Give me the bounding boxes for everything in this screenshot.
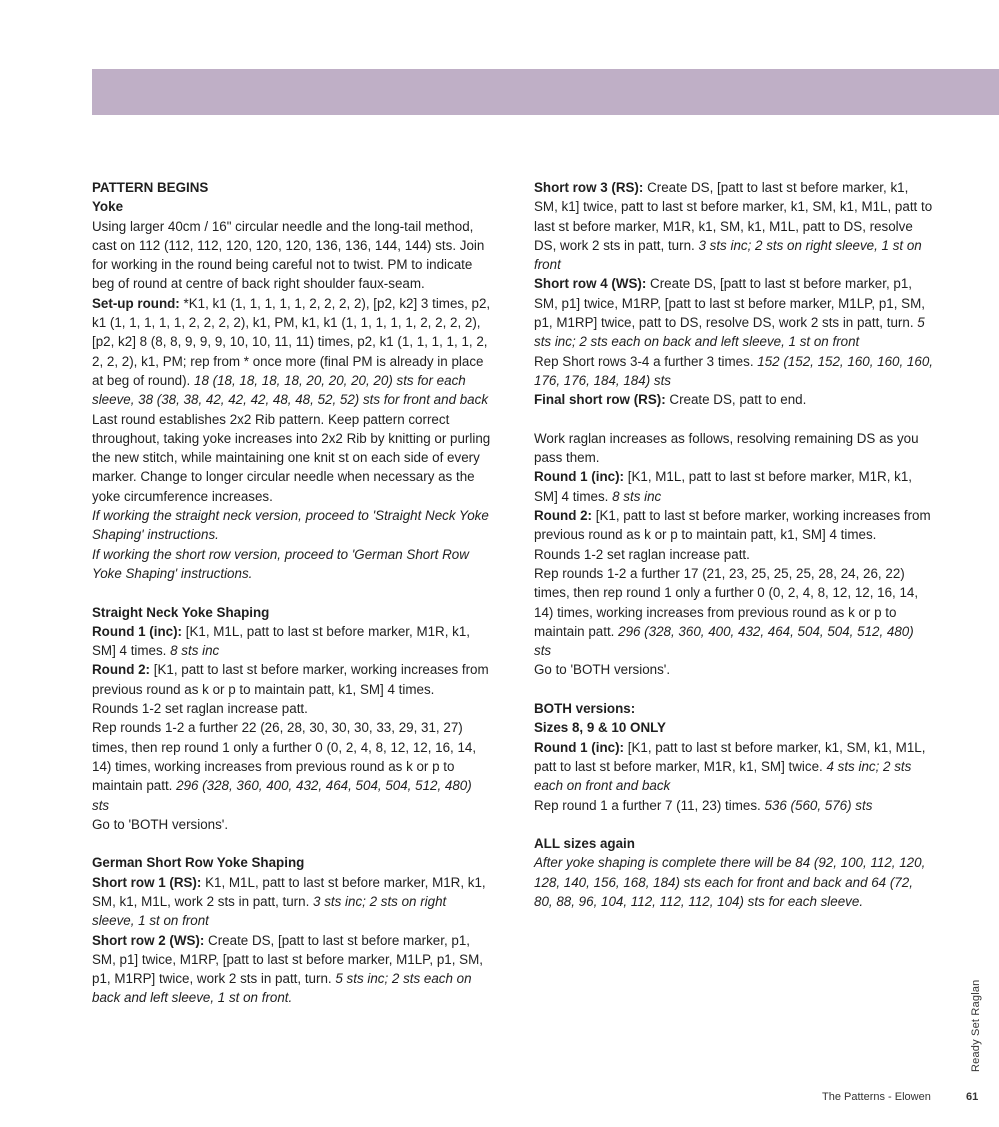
raglan-round1: [534, 467, 934, 506]
short-row-1-text: K1, M1L, patt to last st before marker, M1R, k1, SM, k1, M1L, work 2 sts in patt, turn.: [92, 874, 486, 909]
page-number: 61: [966, 1091, 979, 1103]
work-raglan-paragraph: Work raglan increases as follows, resolving remaining DS as you pass them.: [534, 430, 919, 466]
straight-repeat-count: 296 (328, 360, 400, 432, 464, 504, 504, 512, 480) sts: [92, 778, 472, 813]
straight-round2-label: Round 2:: [92, 662, 151, 678]
straight-round1: [92, 622, 492, 661]
setup-round-paragraph: [92, 294, 492, 410]
both-repeat-text: Rep round 1 a further 7 (11, 23) times.: [534, 797, 765, 813]
short-row-4-count: 5 sts inc; 2 sts each on back and left sleeve, 1 st on front: [534, 315, 925, 350]
short-row-2-label: Short row 2 (WS):: [92, 932, 205, 948]
all-sizes-heading: ALL sizes again: [534, 836, 635, 852]
all-sizes-paragraph: After yoke shaping is complete there will be 84 (92, 100, 112, 120, 128, 140, 156, 168, 184) sts each for front and back and 64 (72, 80, 88, 96, 104, 112, 112, 112, 104) sts for each sleeve.: [534, 855, 926, 909]
short-row-2-text: Create DS, [patt to last st before marker, p1, SM, p1] twice, M1RP, [patt to last st before marker, M1LP, p1, SM, p1, M1RP] twice, work 2 sts in patt, turn.: [92, 932, 483, 987]
straight-round1-text: [K1, M1L, patt to last st before marker, M1R, k1, SM] 4 times.: [92, 623, 471, 659]
short-row-3-count: 3 sts inc; 2 sts on right sleeve, 1 st on front: [534, 237, 922, 273]
left-column: [92, 178, 492, 1008]
short-row-2-count: 5 sts inc; 2 sts each on back and left sleeve, 1 st on front.: [92, 971, 472, 1006]
straight-round1-count: 8 sts inc: [170, 643, 220, 659]
raglan-round1-label: Round 1 (inc):: [534, 469, 625, 485]
repeat-short-rows: [534, 352, 934, 391]
raglan-set-line: Rounds 1-2 set raglan increase patt.: [534, 546, 750, 562]
straight-round2-text: [K1, patt to last st before marker, working increases from previous round as k or p to maintain patt, k1, SM] 4 times.: [92, 662, 489, 697]
short-row-2: [92, 931, 492, 1008]
both-versions-heading: BOTH versions:: [534, 701, 636, 717]
straight-neck-note: If working the straight neck version, proceed to 'Straight Neck Yoke Shaping' instructions.: [92, 508, 489, 543]
setup-round-count: 18 (18, 18, 18, 18, 20, 20, 20, 20) sts for each sleeve, 38 (38, 38, 42, 42, 42, 48, 48, 52, 52) sts for front and back: [92, 372, 489, 408]
both-repeat: [534, 796, 934, 815]
raglan-repeat-text: Rep rounds 1-2 a further 17 (21, 23, 25, 25, 25, 28, 24, 26, 22) times, then rep round 1 only a further 0 (0, 2, 4, 8, 12, 12, 16, 14, 14) times, working increases from previous round as k or p to maintain patt.: [534, 565, 919, 639]
straight-repeat: [92, 718, 492, 814]
raglan-repeat: [534, 564, 934, 660]
straight-set-line: Rounds 1-2 set raglan increase patt.: [92, 701, 308, 717]
short-row-note: If working the short row version, proceed to 'German Short Row Yoke Shaping' instructions.: [92, 546, 469, 581]
short-row-3-text: Create DS, [patt to last st before marker, k1, SM, k1] twice, patt to last st before marker, k1, SM, k1, M1L, patt to last st before marker, M1R, k1, SM, k1, M1L, patt to DS, resolve DS, work 2 sts in patt, turn.: [534, 180, 933, 253]
raglan-repeat-count: 296 (328, 360, 400, 432, 464, 504, 504, 512, 480) sts: [534, 623, 914, 659]
short-row-4: [534, 274, 934, 351]
both-round1-text: [K1, patt to last st before marker, k1, SM, k1, M1L, patt to last st before marker, M1R, k1, SM] twice.: [534, 739, 926, 774]
final-short-row: [534, 390, 934, 409]
yoke-paragraph: Using larger 40cm / 16" circular needle and the long-tail method, cast on 112 (112, 112, 120, 120, 120, 136, 136, 144, 144) sts. Join for working in the round being careful not to twist. PM to indicate beg of round at centre of back right shoulder faux-seam.: [92, 218, 485, 292]
straight-neck-heading: Straight Neck Yoke Shaping: [92, 604, 270, 620]
pattern-begins-heading: PATTERN BEGINS: [92, 180, 209, 195]
raglan-goto: Go to 'BOTH versions'.: [534, 662, 671, 678]
straight-goto: Go to 'BOTH versions'.: [92, 816, 229, 832]
short-row-1-label: Short row 1 (RS):: [92, 874, 202, 890]
short-row-4-text: Create DS, [patt to last st before marker, p1, SM, p1] twice, M1RP, [patt to last st before marker, M1LP, p1, SM, p1, M1RP] twice, patt to DS, resolve DS, work 2 sts in patt, turn.: [534, 276, 925, 331]
right-column: [534, 178, 934, 911]
rib-paragraph: Last round establishes 2x2 Rib pattern. Keep pattern correct throughout, taking yoke increases into 2x2 Rib by knitting or purling the new stitch, while maintaining one knit st on each side of every marker. Change to longer circular needle when necessary as the yoke circumference increases.: [92, 411, 491, 504]
straight-round1-label: Round 1 (inc):: [92, 623, 183, 639]
side-tab-label: Ready Set Raglan: [970, 979, 982, 1072]
repeat-short-rows-text: Rep Short rows 3-4 a further 3 times.: [534, 353, 758, 369]
setup-round-text: *K1, k1 (1, 1, 1, 1, 1, 2, 2, 2, 2), [p2, k2] 3 times, p2, k1 (1, 1, 1, 1, 1, 2, 2, 2, 2), k1, PM, k1, k1 (1, 1, 1, 1, 1, 2, 2, 2, 2), [p2, k2] 8 (8, 8, 9, 9, 9, 10, 10, 11, 11) times, p2, k1 (1, 1, 1, 1, 1, 2, 2, 2, 2), k1, PM; rep from * once more (final PM is already in place at beg of round).: [92, 295, 491, 388]
repeat-short-rows-count: 152 (152, 152, 160, 160, 160, 176, 176, 184, 184) sts: [534, 353, 933, 388]
short-row-1-count: 3 sts inc; 2 sts on right sleeve, 1 st on front: [92, 893, 447, 929]
raglan-round2-text: [K1, patt to last st before marker, working increases from previous round as k or p to maintain patt, k1, SM] 4 times.: [534, 508, 931, 543]
raglan-round1-count: 8 sts inc: [612, 488, 662, 504]
header-band: [92, 69, 999, 115]
straight-round2: [92, 660, 492, 699]
final-short-row-label: Final short row (RS):: [534, 392, 666, 408]
german-short-row-heading: German Short Row Yoke Shaping: [92, 855, 305, 871]
both-round1-label: Round 1 (inc):: [534, 739, 625, 755]
yoke-heading: Yoke: [92, 199, 124, 215]
setup-round-label: Set-up round:: [92, 295, 180, 311]
footer-title: The Patterns - Elowen: [822, 1091, 931, 1103]
both-round1-count: 4 sts inc; 2 sts each on front and back: [534, 758, 912, 794]
raglan-round1-text: [K1, M1L, patt to last st before marker, M1R, k1, SM] 4 times.: [534, 469, 913, 504]
sizes-heading: Sizes 8, 9 & 10 ONLY: [534, 720, 666, 736]
short-row-3-label: Short row 3 (RS):: [534, 180, 644, 195]
raglan-round2-label: Round 2:: [534, 508, 593, 524]
short-row-4-label: Short row 4 (WS):: [534, 276, 647, 292]
final-short-row-text: Create DS, patt to end.: [665, 392, 807, 408]
short-row-3: [534, 178, 934, 274]
short-row-1: [92, 873, 492, 931]
both-round1: [534, 738, 934, 796]
both-repeat-count: 536 (560, 576) sts: [764, 797, 873, 813]
raglan-round2: [534, 506, 934, 545]
straight-repeat-text: Rep rounds 1-2 a further 22 (26, 28, 30, 30, 30, 33, 29, 31, 27) times, then rep round 1 only a further 0 (0, 2, 4, 8, 12, 12, 16, 14, 14) times, working increases from previous round as k or p to maintain patt.: [92, 720, 477, 794]
